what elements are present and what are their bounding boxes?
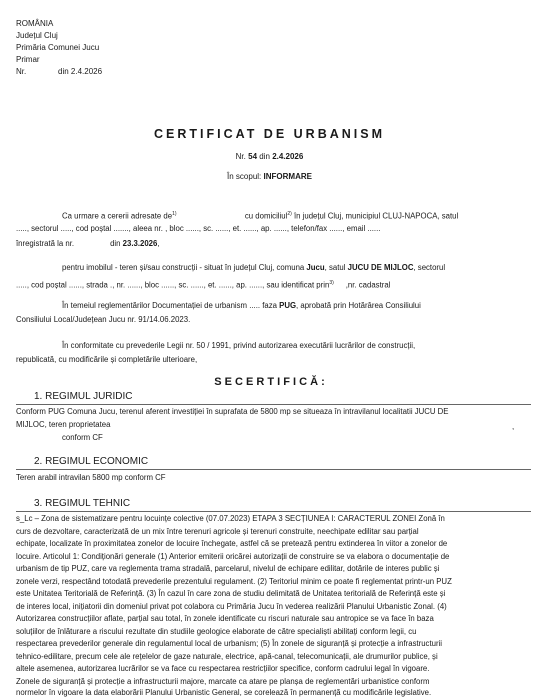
header-date: din 2.4.2026: [58, 67, 103, 76]
section-3-line-3: echipate, localizate în proximitatea zonelor de locuire închegate, astfel că se pretează pentru extinderea în viitor a zonelor de: [16, 539, 448, 548]
section-1-line-1: Conform PUG Comuna Jucu, terenul aferent investiției în suprafata de 5800 mp se situeaza în intravilanul localitatii JUCU DE: [16, 407, 449, 416]
section-3-line-14: Zonele de siguranță și protecție a infrastructurii majore, marcate ca atare pe planșa de reglementări urbanistice conform: [16, 676, 430, 686]
section-3-line-4: locuire. Articolul 1: Condiționări generale (1) Anterior emiterii oricărei autorizații de construire se va elabora o documentație de: [16, 551, 450, 561]
header-city-hall: Primăria Comunei Jucu: [16, 43, 100, 52]
law-line-2: republicată, cu modificările și completările ulterioare,: [16, 355, 198, 364]
section-1-title: 1. REGIMUL JURIDIC: [34, 391, 133, 402]
section-3-line-6: zonele verzi, respectând totodată prevederile prezentului regulament. (2) Teritoriul minim ce poate fi reglementat printr-un PUZ: [16, 576, 452, 586]
certificate-number: Nr. 54 din 2.4.2026: [235, 152, 304, 161]
section-3-title: 3. REGIMUL TEHNIC: [34, 498, 131, 509]
section-3-line-5: urbanism de tip PUZ, care va reglementa trama stradală, parcelarul, nivelul de echipare edilitar, dotările de interes public și: [16, 564, 440, 573]
property-line-2: ....., cod poștal ......, strada ., nr. ......, bloc ......, sc. ......, et. ......, ap. ......, sau identificat prin$^{3)}$ ,nr. cadastral: [16, 280, 391, 290]
section-2-line-1: Teren arabil intravilan 5800 mp conform CF: [16, 473, 166, 482]
header-country: ROMÂNIA: [16, 19, 54, 28]
document-title: CERTIFICAT DE URBANISM: [153, 127, 386, 141]
header-county: Județul Cluj: [16, 31, 58, 40]
section-3-line-10: soluțiilor de înlăturare a riscului rezultate din studiile geologice elaborate de către specialiști abilitați conform legii, cu: [16, 626, 417, 636]
section-3-line-9: Autorizarea construcțiilor aflate, parțial sau total, în zonele identificate cu riscuri naturale sau antropice se va face în baza: [16, 614, 434, 623]
section-1-line-2: MIJLOC, teren proprietatea: [16, 420, 111, 429]
header-mayor: Primar: [16, 55, 40, 64]
header-number-label: Nr.: [16, 67, 27, 76]
section-3-line-2: curs de dezvoltare, caracterizată de un mix între terenuri agricole și terenuri construite, neechipate edilitar sau parțial: [16, 526, 419, 536]
section-2-title: 2. REGIMUL ECONOMIC: [34, 456, 149, 467]
certify-heading: S E C E R T I F I C Ă :: [214, 376, 325, 388]
law-line-1: În conformitate cu prevederile Legii nr. 50 / 1991, privind autorizarea executării lucrărilor de construcții,: [62, 341, 416, 350]
request-line-3: înregistrată la nr. din 23.3.2026,: [16, 239, 160, 248]
section-3-line-12: tehnico-edilitare, precum cele ale rețelelor de gaze naturale, electrice, apă-canal, telecomunicații, ale drumurilor publice, și: [16, 651, 438, 661]
section-1-comma: ,: [512, 422, 515, 431]
legal-basis-line-1: În temeiul reglementărilor Documentației de urbanism ..... faza PUG, aprobată prin Hotărârea Consiliului: [62, 301, 421, 310]
section-1-line-3: conform CF: [62, 433, 103, 442]
certificate-purpose: În scopul: INFORMARE: [227, 172, 312, 181]
section-3-line-15: normelor în vigoare la data elaborării Planului Urbanistic General, se corelează în permanență cu modificările legislative.: [16, 688, 432, 697]
property-line-1: pentru imobilul - teren și/sau construcții - situat în județul Cluj, comuna Jucu, satul JUCU DE MIJLOC, sectorul: [62, 263, 446, 272]
section-3-line-7: este Unitatea Teritorială de Referință. (3) În cazul în care zona de studiu delimitată de Unitatea teritorială de Referință este și: [16, 589, 446, 598]
request-line-1: Ca urmare a cererii adresate $de^{1)}$ cu domiciliul$^{2)}$ în județul Cluj, municipiul CLUJ-NAPOCA, satul: [62, 211, 459, 221]
legal-basis-line-2: Consiliului Local/Județean Jucu nr. 91/14.06.2023.: [16, 315, 191, 324]
request-line-2: ....., sectorul ....., cod poștal ......., aleea nr. , bloc ......, sc. ......, et. ......, ap. ......, telefon/fax ......, email ......: [16, 224, 381, 233]
section-3-line-8: de interes local, inițiatorii din domeniul privat pot colabora cu Primăria Jucu în vederea realizării Planului Urbanistic Zonal. (4): [16, 601, 447, 611]
section-3-line-1: s_Lc – Zona de sistematizare pentru locuințe colective (07.07.2023) ETAPA 3 SECȚIUNEA I: CARACTERUL ZONEI Zonă în: [16, 514, 445, 523]
section-3-line-13: altele asemenea, autorizarea lucrărilor se va face cu respectarea restricțiilor specifice, conform cadrului legal în vigoare.: [16, 664, 430, 673]
section-3-line-11: respectarea prevederilor generale din regulamentul local de urbanism; (5) În zonele de siguranță și protecție a infrastructurii: [16, 639, 443, 648]
